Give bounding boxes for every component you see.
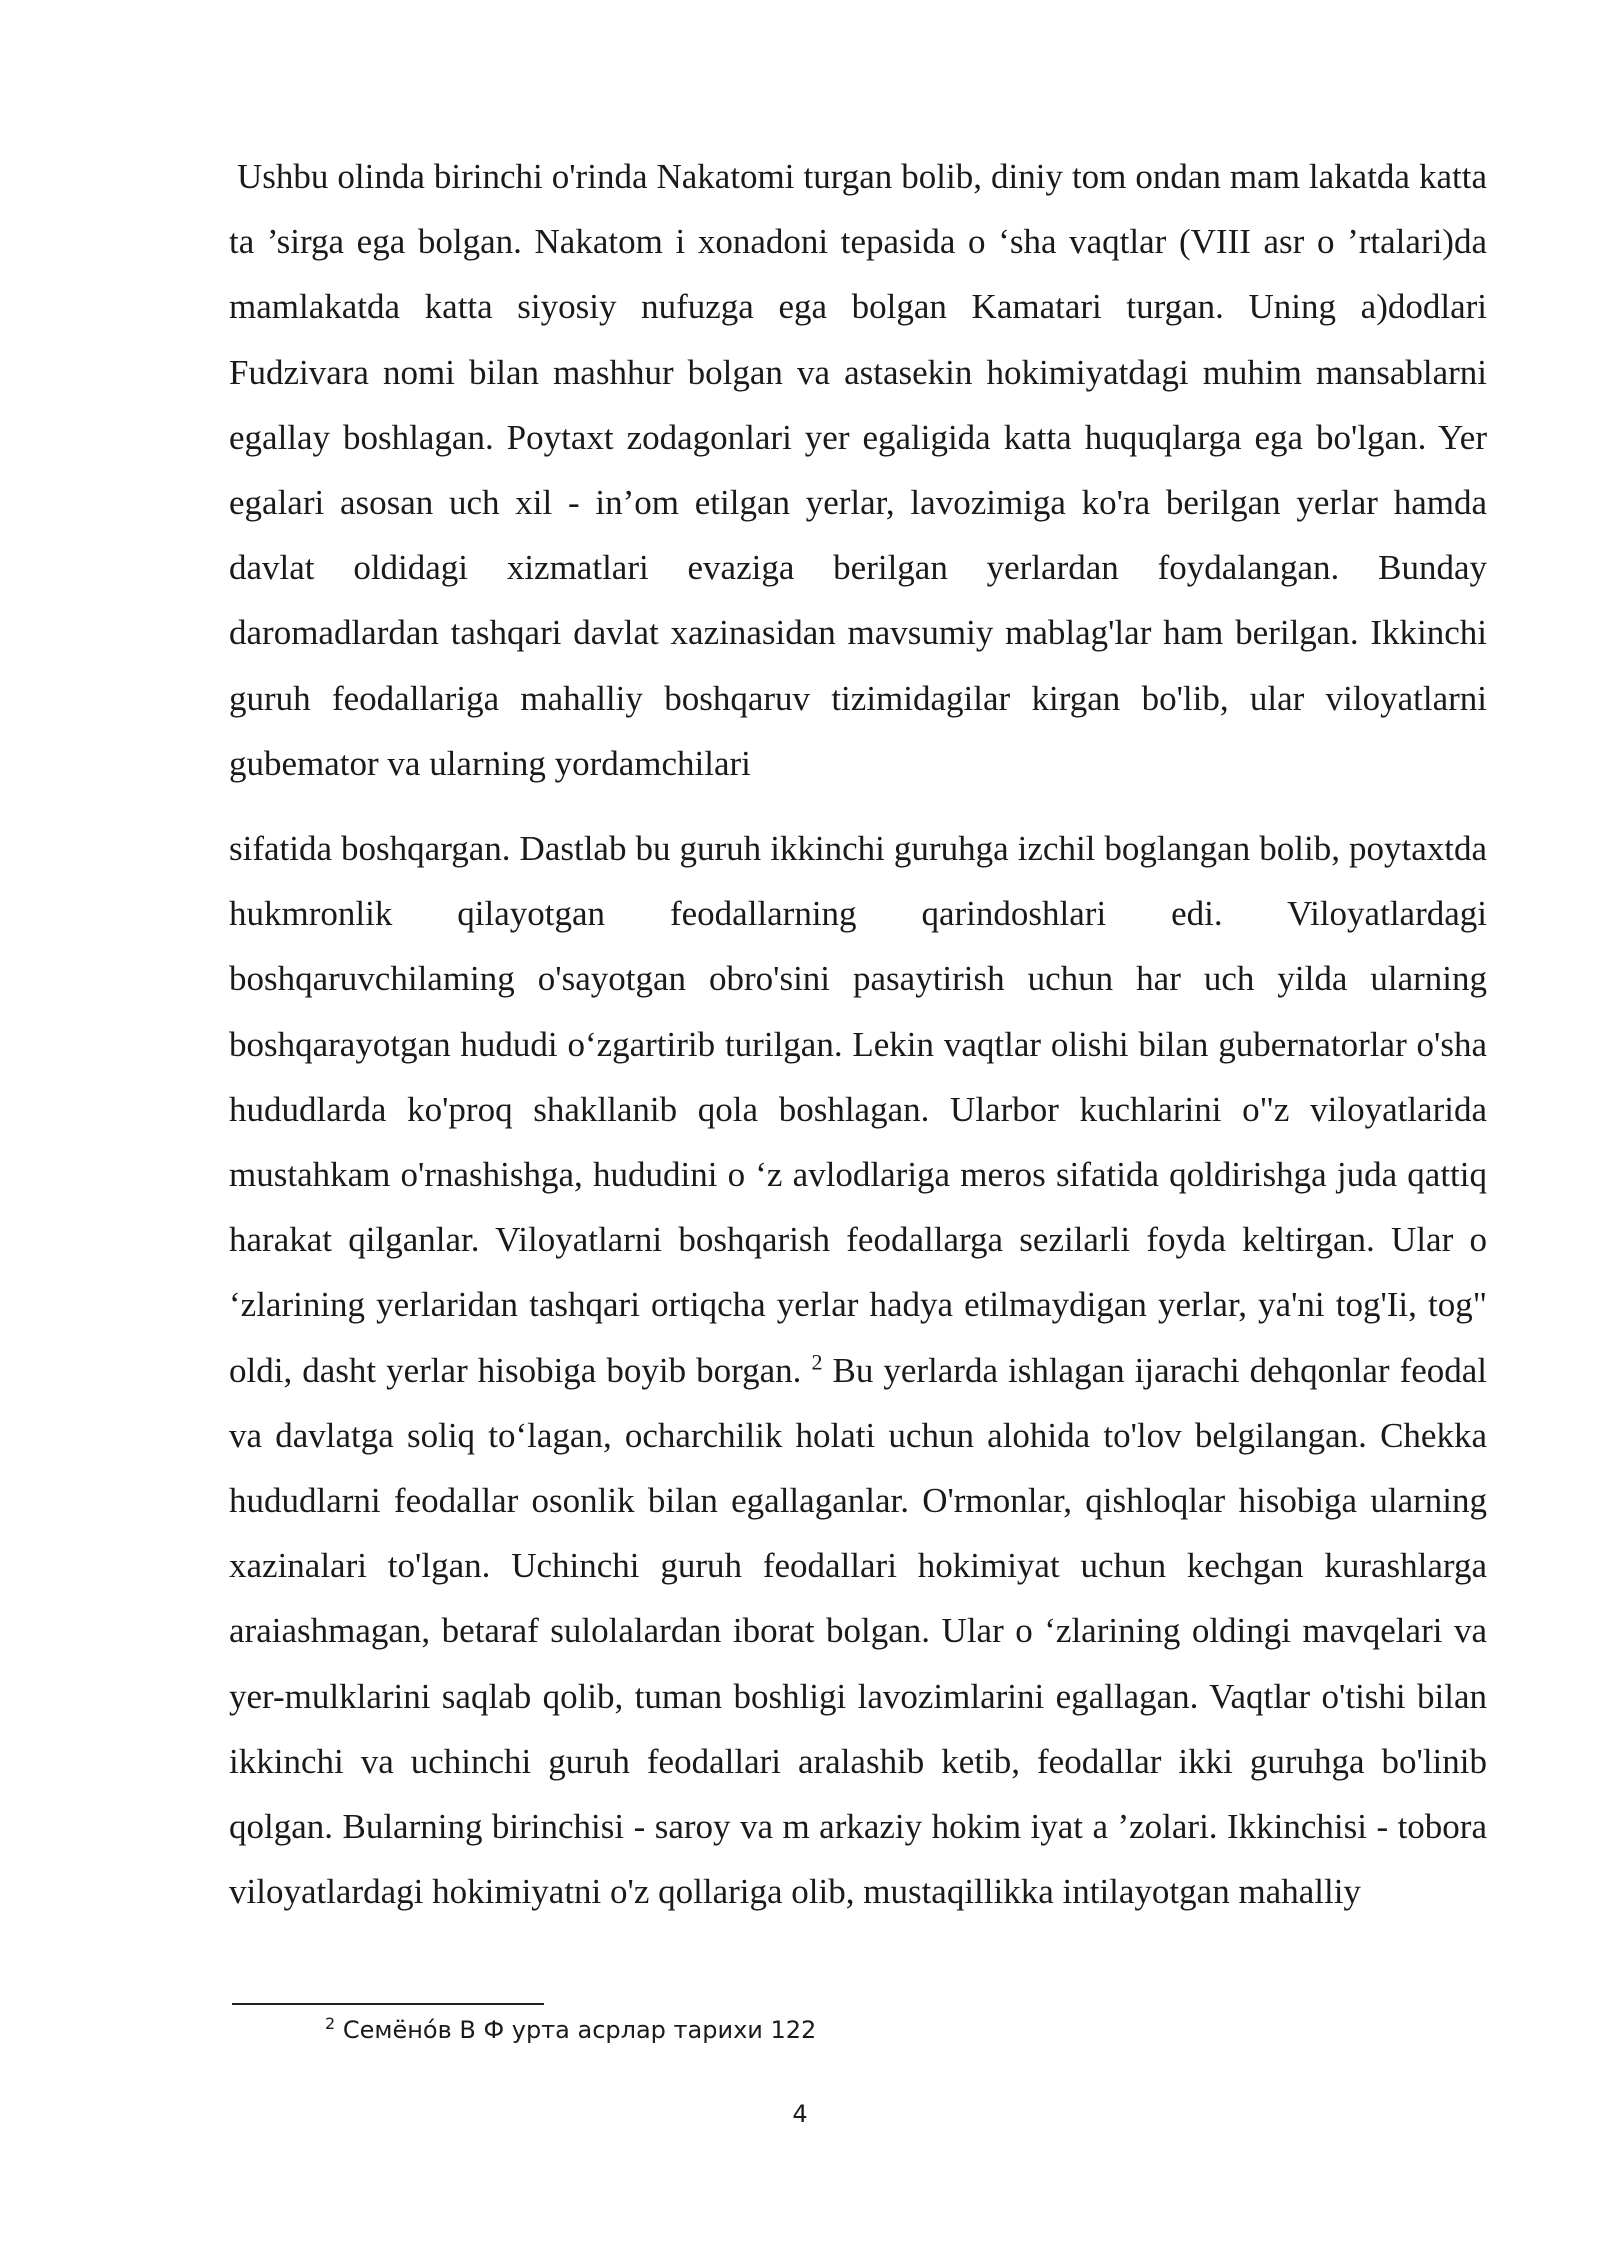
- paragraph-2: [229, 816, 1487, 1924]
- footnote-number: 2: [325, 2014, 336, 2033]
- paragraph-2-text-before-footnote: sifatida boshqargan. Dastlab bu guruh ikkinchi guruhga izchil boglangan bolib, poytaxtda hukmronlik qilayotgan feodallarning qarindoshlari edi. Viloyatlardagi boshqaruvchilaming o'sayotgan obro'sini pasaytirish uchun har uch yilda ularning boshqarayotgan hududi o‘zgartirib turilgan. Lekin vaqtlar olishi bilan gubernatorlar o'sha hududlarda ko'proq shakllanib qola boshlagan. Ularbor kuchlarini o"z viloyatlarida mustahkam o'rnashishga, hududini o ‘z avlodlariga meros sifatida qoldirishga juda qattiq harakat qilganlar. Viloyatlarni boshqarish feodallarga sezilarli foyda keltirgan. Ular o ‘zlarining yerlaridan tashqari ortiqcha yerlar hadya etilmaydigan yerlar, ya'ni tog'Ii, tog" oldi, dasht yerlar hisobiga boyib borgan.: [229, 829, 1487, 1390]
- paragraph-2-text-after-footnote: Bu yerlarda ishlagan ijarachi dehqonlar feodal va davlatga soliq to‘lagan, ocharchilik holati uchun alohida to'lov belgilangan. Chekka hududlarni feodallar osonlik bilan egallaganlar. O'rmonlar, qishloqlar hisobiga ularning xazinalari to'lgan. Uchinchi guruh feodallari hokimiyat uchun kechgan kurashlarga araiashmagan, betaraf sulolalardan iborat bolgan. Ular o ‘zlarining oldingi mavqelari va yer-mulklarini saqlab qolib, tuman boshligi lavozimlarini egallagan. Vaqtlar o'tishi bilan ikkinchi va uchinchi guruh feodallari aralashib ketib, feodallar ikki guruhga bo'linib qolgan. Bularning birinchisi - saroy va m arkaziy hokim iyat a ’zolari. Ikkinchisi - tobora viloyatlardagi hokimiyatni o'z qollariga olib, mustaqillikka intilayotgan mahalliy: [229, 1350, 1488, 1912]
- paragraph-1: Ushbu olinda birinchi o'rinda Nakatomi turgan bolib, diniy tom ondan mam lakatda katta ta ’sirga ega bolgan. Nakatom i xonadoni tepasida o ‘sha vaqtlar (VIII asr o ’rtalari)da mamlakatda katta siyosiy nufuzga ega bolgan Kamatari turgan. Uning a)dodlari Fudzivara nomi bilan mashhur bolgan va astasekin hokimiyatdagi muhim mansablarni egallay boshlagan. Poytaxt zodagonlari yer egaligida katta huquqlarga ega bo'lgan. Yer egalari asosan uch xil - in’om etilgan yerlar, lavozimiga ko'ra berilgan yerlar hamda davlat oldidagi xizmatlari evaziga berilgan yerlardan foydalangan. Bunday daromadlardan tashqari davlat xazinasidan mavsumiy mablag'lar ham berilgan. Ikkinchi guruh feodallariga mahalliy boshqaruv tizimidagilar kirgan bo'lib, ular viloyatlarni gubemator va ularning yordamchilari: [229, 157, 1487, 783]
- footnote-text: Семёно́в В Ф урта асрлар тарихи 122: [335, 2016, 817, 2044]
- page-number: 4: [792, 2100, 808, 2128]
- footnote-separator: [232, 2003, 544, 2005]
- footnote-reference-mark[interactable]: 2: [811, 1348, 823, 1374]
- footnote: [325, 2010, 816, 2050]
